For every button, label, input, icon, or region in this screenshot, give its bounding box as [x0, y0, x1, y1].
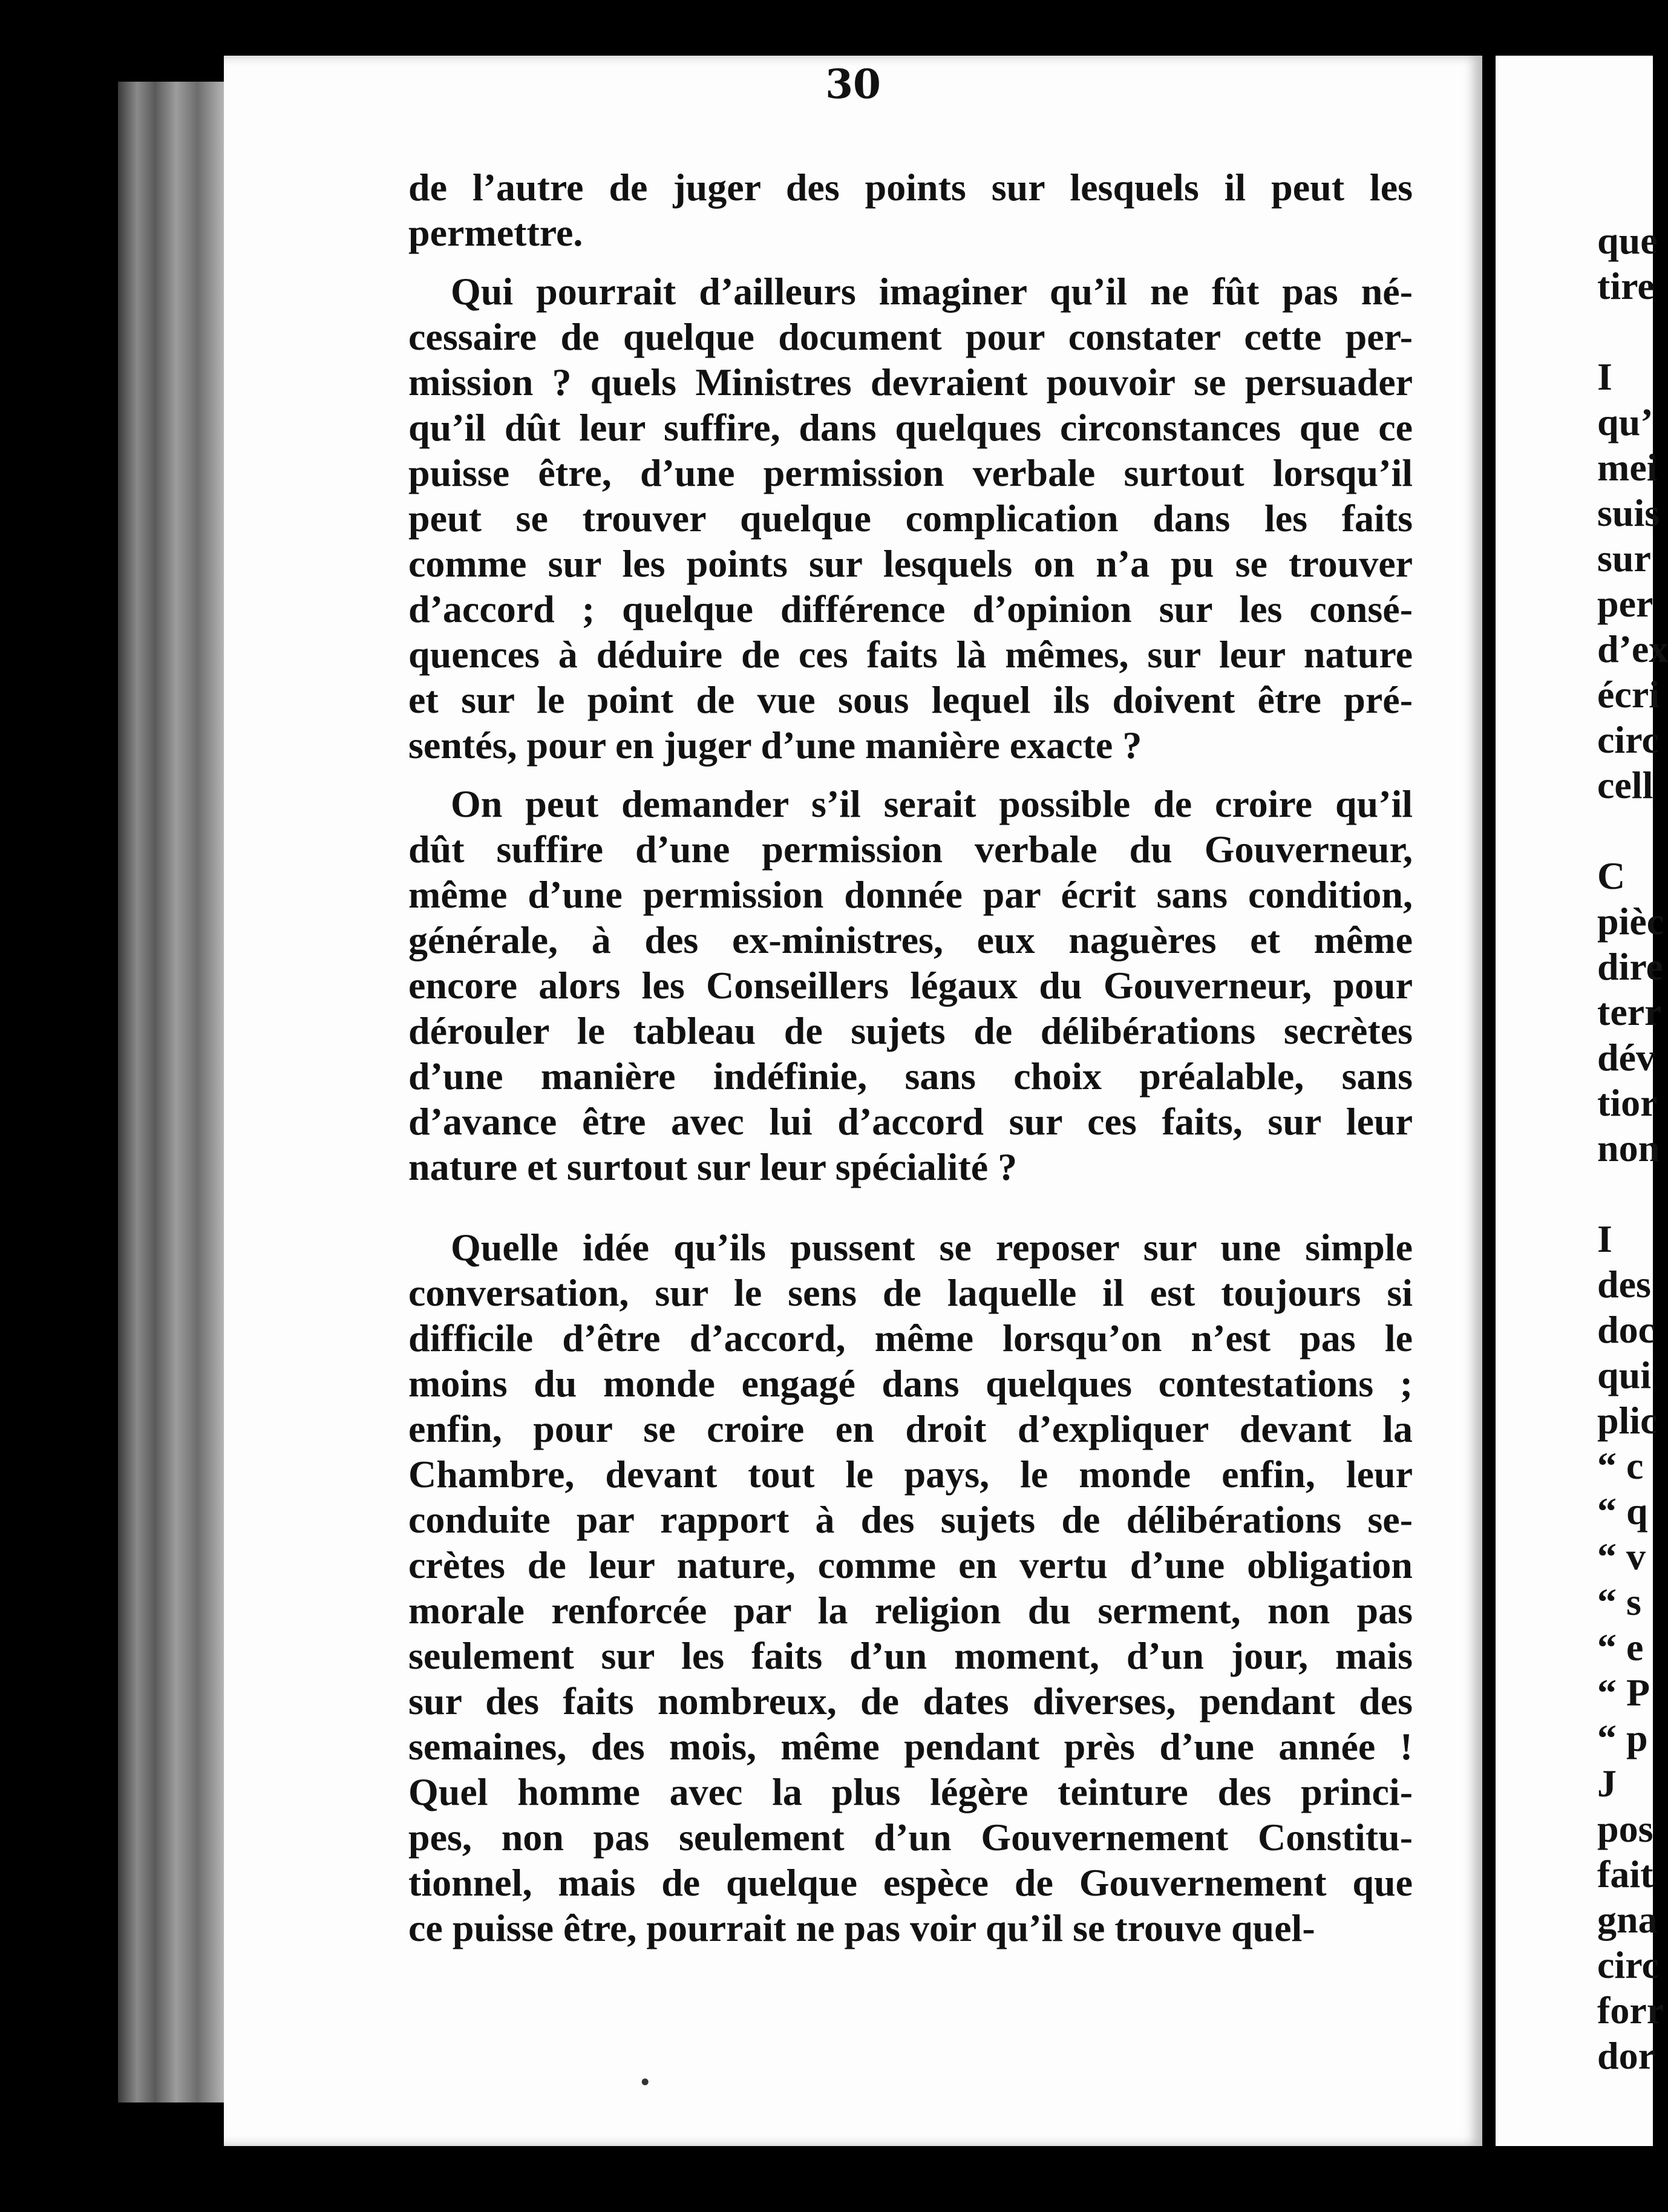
adjacent-page-fragment: des — [1597, 1263, 1651, 1306]
adjacent-page-fragment: que — [1597, 219, 1658, 262]
page-gutter — [1482, 56, 1496, 2146]
line: d’une manière indéfinie, sans choix préalable, sans — [408, 1055, 1413, 1098]
line: conduite par rapport à des sujets de délibérations se- — [408, 1498, 1413, 1541]
line: puisse être, d’une permission verbale surtout lorsqu’il — [408, 451, 1413, 494]
line: enfin, pour se croire en droit d’expliquer devant la — [408, 1407, 1413, 1450]
line: d’avance être avec lui d’accord sur ces faits, sur leur — [408, 1100, 1413, 1143]
page-body — [408, 165, 1413, 1951]
paragraph-last-line: permettre. — [408, 211, 583, 254]
adjacent-page-fragment: “ q — [1597, 1490, 1648, 1533]
adjacent-page-fragment: “ s — [1597, 1580, 1641, 1623]
paragraph-last-line: sentés, pour en juger d’une manière exacte ? — [408, 724, 1142, 767]
adjacent-page-fragment: C — [1597, 854, 1626, 897]
line: dût suffire d’une permission verbale du Gouverneur, — [408, 828, 1413, 871]
book-page — [224, 56, 1482, 2146]
line: Qui pourrait d’ailleurs imaginer qu’il ne fût pas né- — [451, 270, 1413, 313]
adjacent-page-fragment: fait — [1597, 1853, 1653, 1896]
paragraph-2 — [408, 269, 1413, 768]
line: sur des faits nombreux, de dates diverses, pendant des — [408, 1680, 1413, 1723]
line: générale, à des ex-ministres, eux naguères et même — [408, 918, 1413, 961]
adjacent-page-fragment: circ — [1597, 1943, 1659, 1986]
adjacent-page-fragment: d’ex — [1597, 627, 1668, 670]
paragraph-4 — [408, 1225, 1413, 1951]
paragraph-last-line: nature et surtout sur leur spécialité ? — [408, 1145, 1018, 1188]
adjacent-page-fragment: pos — [1597, 1807, 1653, 1850]
line: comme sur les points sur lesquels on n’a pu se trouver — [408, 542, 1413, 585]
paragraph-3 — [408, 781, 1413, 1189]
line: morale renforcée par la religion du serment, non pas — [408, 1589, 1413, 1632]
line: Quel homme avec la plus légère teinture des princi- — [408, 1770, 1413, 1813]
adjacent-page-fragment: I — [1597, 1217, 1612, 1260]
paragraph-last-line: ce puisse être, pourrait ne pas voir qu’il se trouve quel- — [408, 1906, 1315, 1949]
adjacent-page-fragment — [1597, 309, 1668, 354]
line: d’accord ; quelque différence d’opinion sur les consé- — [408, 587, 1413, 630]
book-spine-edge — [118, 82, 224, 2102]
page-number: 30 — [825, 61, 881, 108]
adjacent-page-edge — [1496, 56, 1668, 2146]
adjacent-page-fragment: dév — [1597, 1036, 1655, 1079]
adjacent-page-fragment: “ P — [1597, 1671, 1650, 1714]
line: dérouler le tableau de sujets de délibérations secrètes — [408, 1009, 1413, 1052]
adjacent-page-fragment: dire — [1597, 945, 1664, 988]
adjacent-page-fragment: tire — [1597, 264, 1655, 307]
line: qu’il dût leur suffire, dans quelques circonstances que ce — [408, 406, 1413, 449]
line: difficile d’être d’accord, même lorsqu’on n’est pas le — [408, 1317, 1413, 1360]
adjacent-page-fragment: gna — [1597, 1898, 1658, 1941]
line: Quelle idée qu’ils pussent se reposer sur une simple — [451, 1226, 1413, 1269]
adjacent-page-fragment: “ e — [1597, 1626, 1644, 1669]
adjacent-page-fragment: “ v — [1597, 1535, 1646, 1578]
line: conversation, sur le sens de laquelle il est toujours si — [408, 1271, 1413, 1314]
adjacent-page-fragment: écri — [1597, 673, 1660, 716]
line: seulement sur les faits d’un moment, d’un jour, mais — [408, 1634, 1413, 1677]
adjacent-page-fragment: suis — [1597, 491, 1660, 534]
line: pes, non pas seulement d’un Gouvernement Constitu- — [408, 1816, 1413, 1859]
adjacent-page-fragment: per — [1597, 582, 1653, 625]
adjacent-page-fragment — [1597, 1171, 1668, 1216]
line: On peut demander s’il serait possible de croire qu’il — [451, 782, 1413, 825]
adjacent-page-fragment: qu’ — [1597, 401, 1653, 443]
line: quences à déduire de ces faits là mêmes, sur leur nature — [408, 633, 1413, 676]
line: mission ? quels Ministres devraient pouvoir se persuader — [408, 361, 1413, 404]
adjacent-page-fragment: circ — [1597, 718, 1659, 761]
adjacent-page-fragment: pièc — [1597, 900, 1664, 943]
adjacent-page-fragment: “ c — [1597, 1444, 1644, 1487]
adjacent-page-fragment: non — [1597, 1127, 1660, 1170]
adjacent-page-fragment: tior — [1597, 1081, 1658, 1124]
adjacent-page-fragment: cell — [1597, 764, 1653, 807]
adjacent-page-fragment: doc — [1597, 1308, 1655, 1351]
line: et sur le point de vue sous lequel ils doivent être pré- — [408, 678, 1413, 721]
adjacent-page-fragment — [1597, 808, 1668, 853]
adjacent-page-fragment: mei — [1597, 446, 1658, 489]
adjacent-page-fragment: terr — [1597, 990, 1662, 1033]
adjacent-page-fragment: dor — [1597, 2034, 1655, 2077]
paragraph-1 — [408, 165, 1413, 255]
line: moins du monde engagé dans quelques contestations ; — [408, 1362, 1413, 1405]
line: crètes de leur nature, comme en vertu d’une obligation — [408, 1543, 1413, 1586]
line: Chambre, devant tout le pays, le monde enfin, leur — [408, 1453, 1413, 1496]
line: semaines, des mois, même pendant près d’une année ! — [408, 1725, 1413, 1768]
adjacent-page-fragment: plic — [1597, 1399, 1658, 1442]
adjacent-page-fragment: “ p — [1597, 1716, 1648, 1759]
line: de l’autre de juger des points sur lesquels il peut les — [408, 166, 1413, 209]
adjacent-page-fragment: forr — [1597, 1989, 1664, 2032]
adjacent-page-fragment: qui — [1597, 1353, 1651, 1396]
adjacent-page-fragment: J — [1597, 1762, 1617, 1805]
adjacent-page-fragment: sur — [1597, 537, 1651, 580]
ornament-dot: • — [638, 2069, 652, 2096]
line: cessaire de quelque document pour constater cette per- — [408, 315, 1413, 358]
adjacent-page-fragment: I — [1597, 355, 1612, 398]
line: même d’une permission donnée par écrit sans condition, — [408, 873, 1413, 916]
line: tionnel, mais de quelque espèce de Gouvernement que — [408, 1861, 1413, 1904]
line: encore alors les Conseillers légaux du Gouverneur, pour — [408, 964, 1413, 1007]
adjacent-page-text — [1597, 218, 1668, 2078]
line: peut se trouver quelque complication dans les faits — [408, 497, 1413, 540]
